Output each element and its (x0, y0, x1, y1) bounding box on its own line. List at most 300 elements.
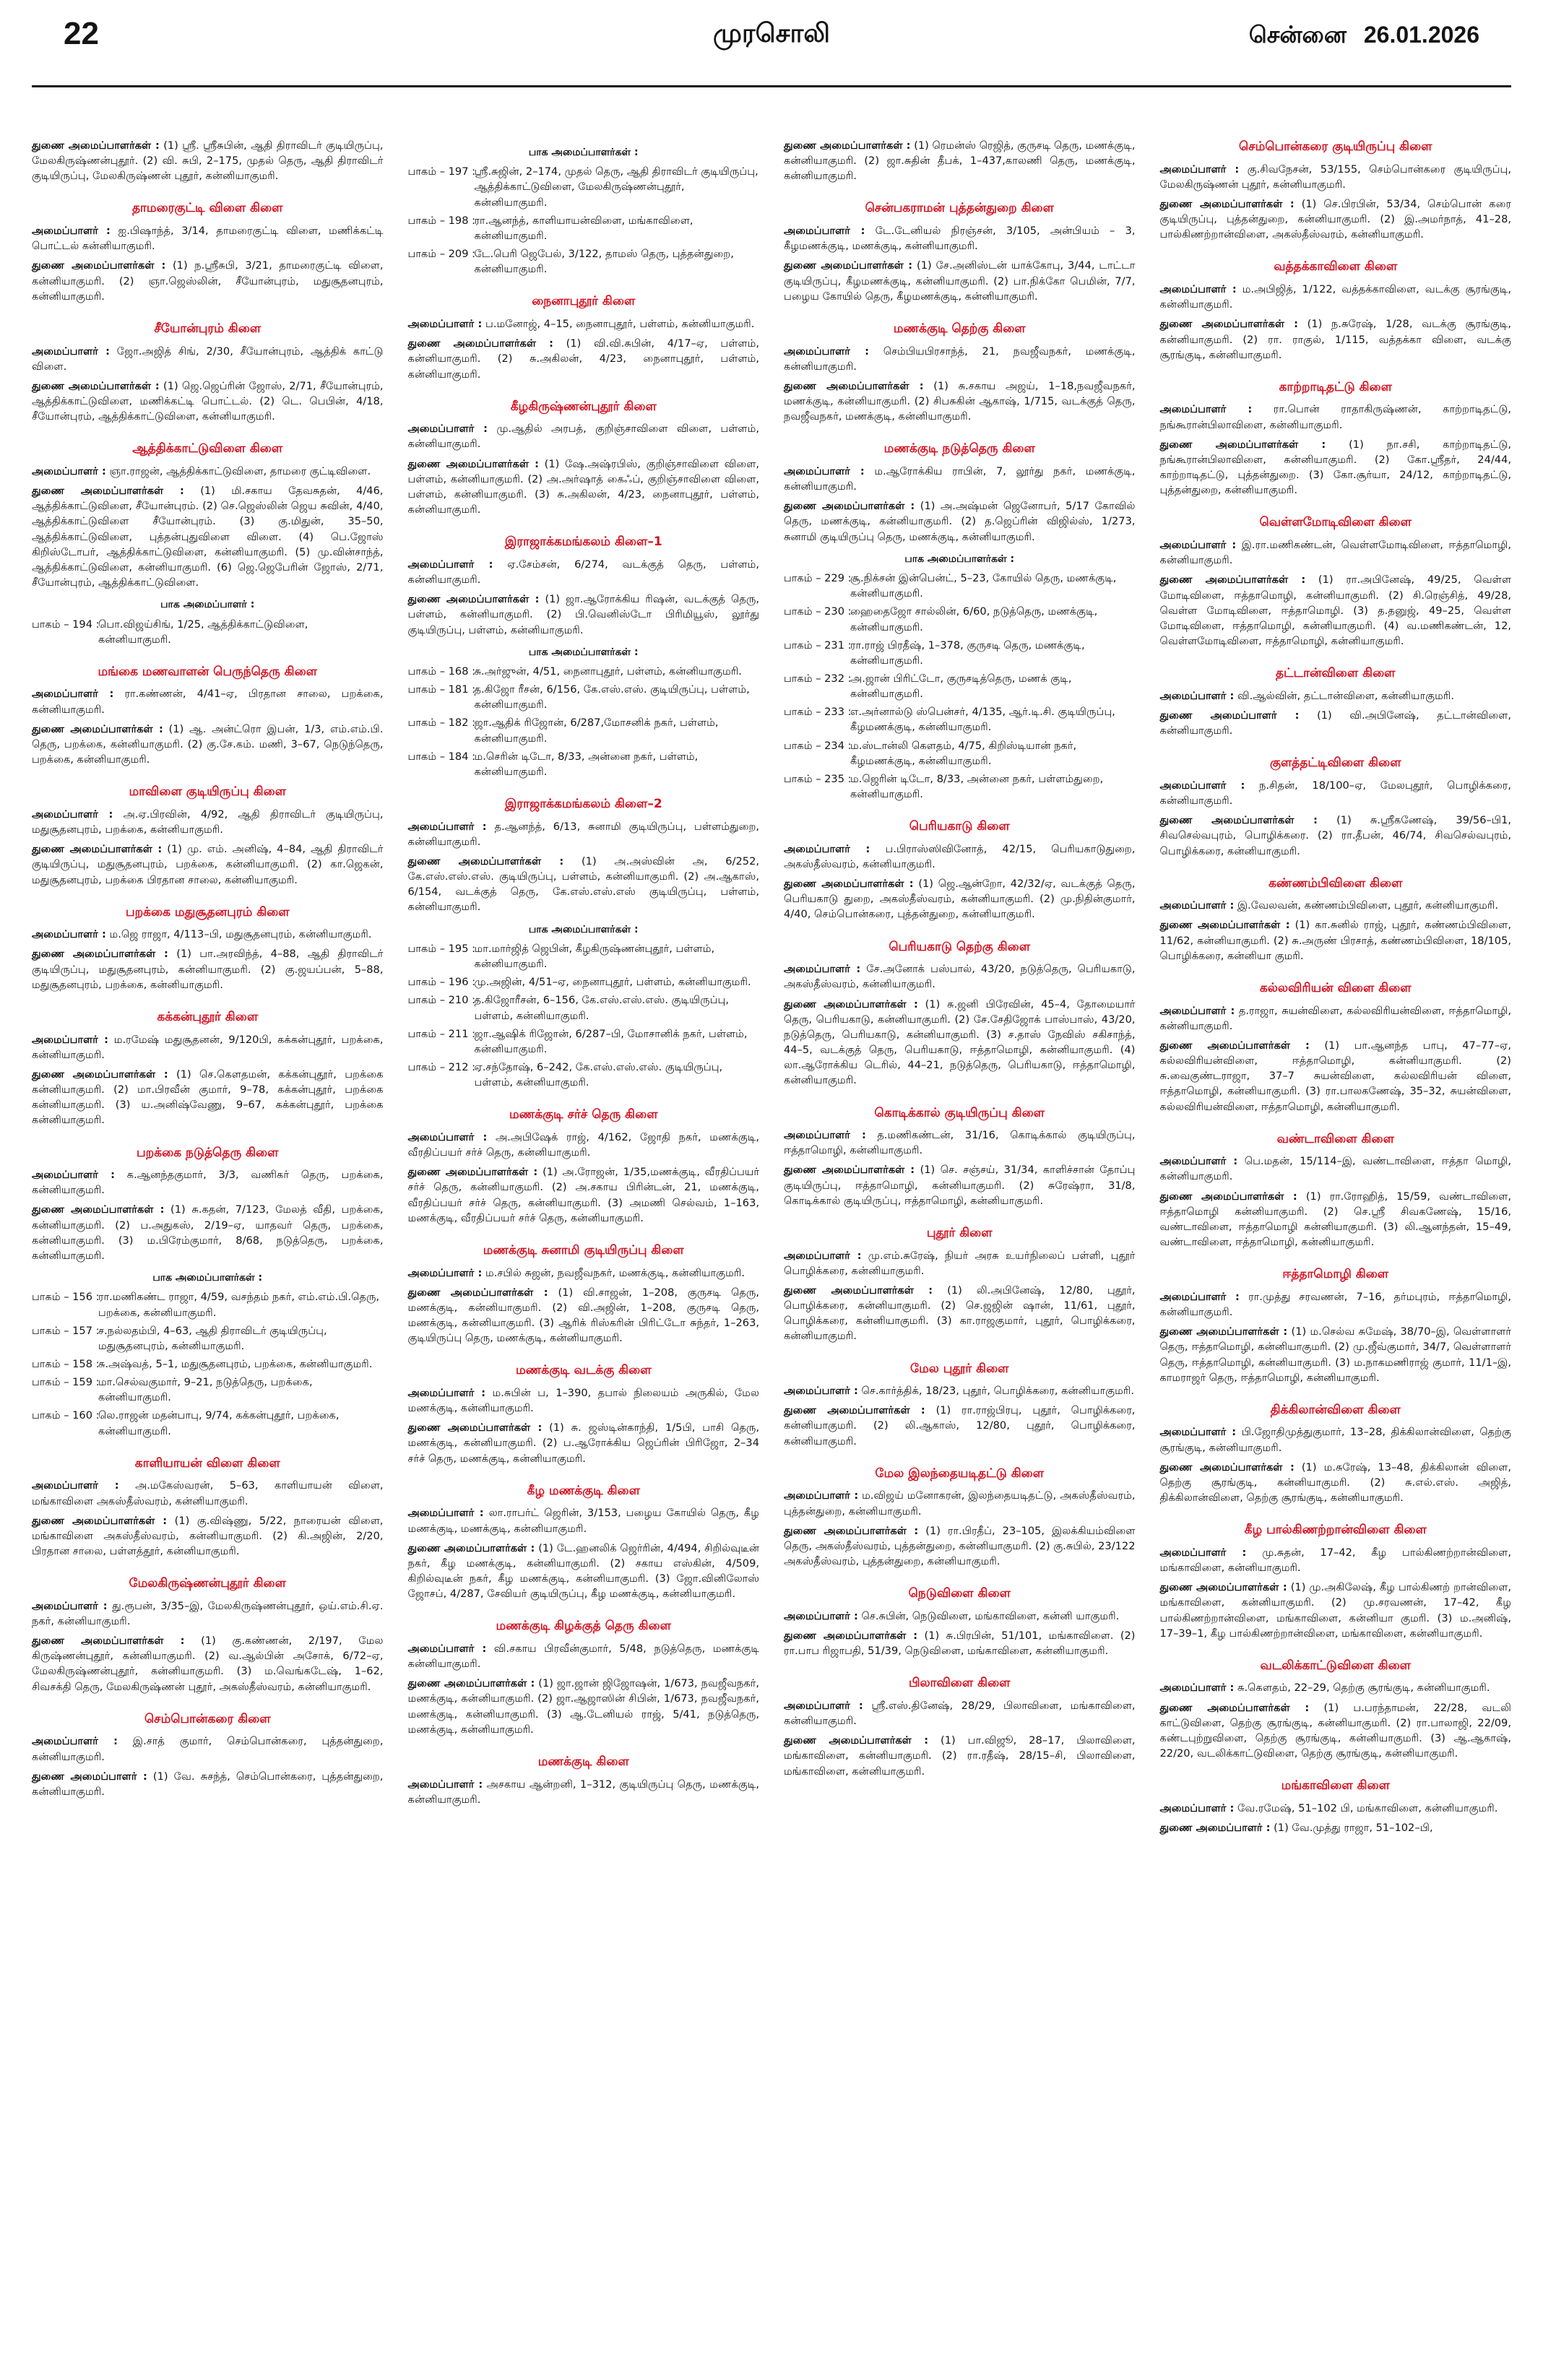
member-details: (1) கு.விஷ்ணு, 5/22, நாரையன் விளை, மங்காவிளை அகஸ்தீஸ்வரம், கன்னியாகுமரி. (2) கி.அஜின், 2/20, பிரதான சாலை, பள்ளத்தூர், கன்னியாகுமரி. (32, 1514, 384, 1558)
member-entry (784, 1733, 1136, 1778)
booth-organisers-heading: பாக அமைப்பாளர்கள் : (528, 646, 639, 658)
member-details: ஸ்ரீ.எஸ்.தினேஷ், 28/29, பிலாவிளை, மங்காவிளை, கன்னியாகுமரி. (784, 1699, 1136, 1728)
member-details: அ.ஏ.பிரவின், 4/92, ஆதி திராவிடர் குடியிருப்பு, மதுசூதனபுரம், பறக்கை, கன்னியாகுமரி. (32, 808, 384, 836)
booth-organiser-details: எ.அர்னால்டு ஸ்பென்சர், 4/135, ஆர்.டி.சி. குடியிருப்பு, கீழமணக்குடி, கன்னியாகுமரி. (850, 706, 1115, 734)
role-label: அமைப்பாளர் : (407, 1642, 487, 1655)
branch-title: புதூர் கிளை (926, 1225, 993, 1240)
booth-organiser-details: பொ.விஜய்சிங், 1/25, ஆத்திக்காட்டுவிளை, கன்னியாகுமரி. (98, 618, 308, 646)
branch-title: சீயோன்புரம் கிளை (154, 321, 262, 336)
member-entry (1160, 1545, 1512, 1575)
branch-section (32, 1575, 384, 1695)
member-details: (1) ரா.அபினேஷ், 49/25, வெள்ள மோடிவிளை, ஈத்தாமொழி, கன்னியாகுமரி. (2) சி.ரெஞ்சித், 49/28, வெள்ள மோடிவிளை, ஈத்தாமொழி. (3) த.தனுஜ், 49–25, வெள்ள மோடிவிளை, ஈத்தாமொழி, கன்னியாகுமரி. (4) வ.மணிகண்டன், 12, வெள்ளமோடிவிளை, ஈத்தாமொழி, கன்னியாகுமரி. (1159, 574, 1512, 647)
member-details: இ.சாத் குமார், செம்பொன்கரை, புத்தன்துறை, கன்னியாகுமரி. (32, 1735, 384, 1763)
role-label: அமைப்பாளர் : (32, 1479, 119, 1492)
branch-title: வத்தக்காவிளை கிளை (1274, 259, 1398, 274)
member-entry (784, 378, 1136, 424)
member-entry (32, 946, 384, 992)
member-entry (32, 1167, 384, 1198)
role-label: துணை அமைப்பாளர்கள் : (407, 1541, 535, 1554)
role-label: அமைப்பாளர் : (1159, 1155, 1238, 1168)
masthead (32, 0, 1511, 87)
booth-organiser-details: ம.ஸ்டான்லி கௌதம், 4/75, கிறிஸ்டியான் நகர், கீழமணக்குடி, கன்னியாகுமரி. (850, 739, 1077, 767)
booth-organisers-heading: பாக அமைப்பாளர்கள் : (904, 553, 1015, 565)
member-details: (1) அ.அஸ்வின் அ, 6/252, கே.எஸ்.எஸ்.எஸ். குடியிருப்பு, பள்ளம், கன்னியாகுமரி. (2) அ.ஆகாஸ், 6/154, வடக்குத் தெரு, கே.எஸ்.எஸ்.எஸ் குடியிருப்பு, பள்ளம், கன்னியாகுமரி. (407, 855, 759, 914)
role-label: அமைப்பாளர் : (407, 558, 493, 571)
member-entry (408, 1265, 760, 1281)
member-details: (1) சு.ஜனி பிரேவின், 45–4, தோமையார் தெரு, பெரியகாடு, கன்னியாகுமரி. (2) சே.சேதிஜோக் பாஸ்பாஸ், 43/20, நடுத்தெரு, பெரியகாடு, கன்னியாகுமரி. (3) ச.தாஸ் நேவிஸ் சகிசாந்த், 44–5, வடக்குத் தெரு, பெரியகாடு, ஈத்தாமொழி, கன்னியாகுமரி. (4) லா.ஆரோக்கிய டெரில், 44–21, நடுத்தெரு, பெரியகாடு, ஈத்தாமொழி, கன்னியாகுமரி. (784, 998, 1136, 1087)
booth-number: பாகம் – 184 : (407, 750, 476, 763)
booth-number: பாகம் – 159 : (32, 1376, 100, 1389)
member-details: ம.விஜய் மனோகரன், இலந்தையடிதட்டு, அகஸ்தீஸ்வரம், புத்தன்துறை, கன்னியாகுமரி. (784, 1489, 1136, 1518)
member-details: (1) சு.சகாய அஜய், 1–18,நவஜீவநகர், மணக்குடி, கன்னியாகுமரி. (2) சிபசுகின் ஆகாஷ், 1/715, வடக்குத் தெரு, நவஜீவநகர், மணக்குடி, கன்னியாகுமரி. (784, 379, 1136, 423)
member-entry (1160, 537, 1512, 568)
branch-title: வெள்ளமோடிவிளை கிளை (1259, 515, 1412, 530)
member-entry (408, 316, 760, 332)
member-details: ஞா.ராஜன், ஆத்திக்காட்டுவிளை, தாமரை குட்டிவிளை. (109, 464, 371, 477)
member-entry (408, 854, 760, 915)
role-label: துணை அமைப்பாளர்கள் : (407, 1286, 548, 1299)
booth-organiser-details: த.கிஜோ ரீசன், 6/156, கே.எஸ்.எஸ். குடியிருப்பு, பள்ளம், கன்னியாகுமரி. (474, 683, 750, 711)
branch-section (784, 1585, 1136, 1658)
member-details: மு.சுதன், 17–42, கீழ பால்கிணற்றான்விளை, மங்காவிளை, கன்னியாகுமரி. (1159, 1546, 1511, 1575)
member-entry (784, 223, 1136, 254)
branch-title: கீழகிருஷ்ணன்புதூர் கிளை (510, 399, 657, 414)
role-label: அமைப்பாளர் : (784, 842, 870, 855)
member-details: (1) ஸ்ரீ. ஸ்ரீசுபின், ஆதி திராவிடர் குடியிருப்பு, மேலகிருஷ்ணன்புதூர். (2) வி. சுபி, 2–175, முதல் தெரு, ஆதி திராவிடர் குடியிருப்பு, மேலகிருஷ்ணன் புதூர், கன்னியாகுமரி. (32, 139, 384, 183)
member-entry (408, 1420, 760, 1466)
booth-row (784, 771, 1136, 802)
booth-row (784, 738, 1136, 769)
booth-organiser-details: ஜா.ஆஷிக் ரிஜோன், 6/287–பி, மோசானிக் நகர், பள்ளம், கன்னியாகுமரி. (474, 1027, 748, 1055)
role-label: துணை அமைப்பாளர்கள் : (32, 1203, 165, 1216)
booth-organiser-details: மா.மார்ஜித் ஜெபின், கீழகிருஷ்ணன்புதூர், பள்ளம், கன்னியாகுமரி. (474, 942, 715, 971)
branch-title: பெரியகாடு தெற்கு கிளை (889, 939, 1031, 954)
branch-section (408, 1617, 760, 1737)
branch-title: மாவிளை குடியிருப்பு கிளை (129, 784, 287, 800)
booth-organiser-details: ம.ஜெரின் டிடோ, 8/33, அன்னை நகர், பள்ளம்துறை, கன்னியாகுமரி. (850, 772, 1104, 801)
booth-row (408, 213, 760, 243)
booth-number: பாகம் – 229 : (784, 572, 852, 585)
member-details: (1) அ.ரோஜன், 1/35,மணக்குடி, வீரதிப்பயர் சர்ச் தெரு, கன்னியாகுமரி. (2) அ.சகாய பிரின்டன், 21, மணக்குடி, வீரதிப்பயர் சர்ச் தெரு, கன்னியாகுமரி. (3) அமணி செல்வம், 1–163, மணக்குடி, வீரதிப்பயர் சர்ச் தெரு, கன்னியாகுமரி. (407, 1166, 760, 1224)
member-details: சே.அனோக் பஸ்பால், 43/20, நடுத்தெரு, பெரியகாடு, அகஸ்தீஸ்வரம், கன்னியாகுமரி. (784, 963, 1136, 991)
member-details: (1) சே.அனிஸ்டன் யாக்கோபு, 3/44, டாட்டா குடியிருப்பு, கீழமணக்குடி, கன்னியாகுமரி. (2) பா.நிக்கோ பெமின், 7/7, பழைய கோயில் தெரு, கீழமணக்குடி, கன்னியாகுமரி. (784, 259, 1136, 303)
branch-title: கண்ணம்பிவிளை கிளை (1268, 875, 1403, 891)
branch-section (408, 1242, 760, 1346)
member-details: (1) டே.ஹனலிக் ஜெர்ரின், 4/494, சிறில்வுடீன் நகர், கீழ மணக்குடி, கன்னியாகுமரி. (2) சகாய எஸ்கின், 4/509, கிறில்வுடீன் நகர், கீழ மணக்குடி, கன்னியாகுமரி. (3) ஜோ.வினிலோஸ் ஜோசப், 4/287, சேவியர் குடியிருப்பு, கீழ மணக்குடி, கன்னியாகுமரி. (407, 1541, 760, 1601)
member-details: செ.சுபின், நெடுவிளை, மங்காவிளை, கன்னி யாகுமரி. (861, 1609, 1120, 1622)
member-entry (408, 819, 760, 849)
member-entry (32, 927, 384, 942)
booth-row (784, 604, 1136, 634)
member-entry (1160, 1003, 1512, 1034)
role-label: அமைப்பாளர் : (32, 1033, 108, 1046)
member-details: (1) லி.அபினேஷ், 12/80, புதூர், பொழிக்கரை, கன்னியாகுமரி. (2) செ.ஜஜின் ஷான், 11/61, புதூர், பொழிக்கரை, கன்னியாகுமரி. (3) கா.ராஜகுமார், புதூர், பொழிக்கரை, கன்னியாகுமரி. (784, 1284, 1136, 1343)
role-label: அமைப்பாளர் : (1159, 1546, 1247, 1559)
member-entry (784, 344, 1136, 374)
role-label: துணை அமைப்பாளர்கள் : (407, 1421, 543, 1435)
role-label: துணை அமைப்பாளர்கள் : (1159, 197, 1295, 210)
booth-number: பாகம் – 196 : (407, 976, 476, 989)
branch-title: மணக்குடி கிளை (537, 1754, 629, 1769)
booth-row (784, 571, 1136, 601)
role-label: அமைப்பாளர் : (784, 963, 861, 976)
member-entry (1160, 1680, 1512, 1695)
branch-title: காளியாயன் விளை கிளை (134, 1455, 280, 1471)
role-label: அமைப்பாளர் : (1159, 689, 1235, 702)
member-details: கு.சிவநேசன், 53/155, செம்பொன்கரை குடியிருப்பு, மேலகிருஷ்ணன் புதூர், கன்னியாகுமரி. (1159, 163, 1512, 191)
branch-section (32, 663, 384, 767)
booth-row (32, 1356, 384, 1372)
role-label: துணை அமைப்பாளர்கள் : (1159, 814, 1318, 827)
member-details: டே.டேனியல் நிரஞ்சன், 3/105, அன்பியம் – 3, கீழமணக்குடி, மணக்குடி, கன்னியாகுமரி. (784, 225, 1136, 253)
member-entry (32, 344, 384, 374)
role-label: துணை அமைப்பாளர்கள் : (32, 259, 166, 272)
branch-section (32, 199, 384, 303)
role-label: அமைப்பாளர் : (32, 1169, 115, 1182)
branch-section (1160, 754, 1512, 858)
role-label: துணை அமைப்பாளர்கள் : (784, 878, 914, 891)
member-entry (1160, 1154, 1512, 1184)
booth-number: பாகம் – 198 : (407, 214, 476, 227)
role-label: துணை அமைப்பாளர்கள் : (1159, 1039, 1310, 1052)
role-label: துணை அமைப்பாளர்கள் : (32, 843, 163, 856)
role-label: துணை அமைப்பாளர் : (1159, 709, 1300, 722)
member-details: (1) மு. எம். அனிஷ், 4–84, ஆதி திராவிடர் குடியிருப்பு, மதுசூதனபுரம், பறக்கை, கன்னியாகுமரி. (2) கா.ஜெகன், மதுசூதனபுரம், பறக்கை பிரதான சாலை, கன்னியாகுமரி. (32, 843, 384, 886)
role-label: துணை அமைப்பாளர்கள் : (32, 1635, 185, 1648)
member-details: (1) மி.சகாய தேவசுதன், 4/46, ஆத்திக்காட்டுவிளை, சீயோன்புரம். (2) செ.ஜெஸ்லின் ஜெய சுவின், 4/40, ஆத்திக்காட்டுவிளை சீயோன்புரம். (3) கு.மிதுன், 35–50, ஆத்திக்காட்டுவிளை, புத்தன்புதுவிளை விளை. (4) பெ.ஜோஸ் கிறிஸ்டோபர், ஆத்திக்காட்டுவிளை, கன்னியாகுமரி. (5) மு.வின்சாந்த், ஆத்திக்காட்டுவிளை, கன்னியாகுமரி. (6) ஜெ.ஜெபேரின் ஜோஸ், 2/71, சீயோன்புரம், ஆத்திக்காட்டுவிளை. (32, 485, 384, 589)
member-entry (32, 1202, 384, 1263)
member-entry (784, 1523, 1136, 1569)
branch-title: திக்கிலான்விளை கிளை (1270, 1402, 1401, 1417)
booth-number: பாகம் – 230 : (784, 605, 852, 618)
member-entry (408, 1130, 760, 1160)
branch-title: செம்பொன்கரை கிளை (144, 1711, 271, 1726)
role-label: அமைப்பாளர் : (1159, 1426, 1237, 1439)
member-details: சு.கௌதம், 22–29, தெற்கு சூரங்குடி, கன்னியாகுமரி. (1237, 1682, 1490, 1695)
role-label: அமைப்பாளர் : (32, 225, 111, 238)
branch-section (1160, 1265, 1512, 1385)
branch-title: நைனாபுதூர் கிளை (532, 294, 636, 309)
branch-section (32, 1008, 384, 1128)
branch-section (1160, 1130, 1512, 1250)
member-details: (1) ஜெ.ஆன்றோ, 42/32/ஏ, வடக்குத் தெரு, பெரியகாடு துறை, அகஸ்தீஸ்வரம், கன்னியாகுமரி. (2) மு.நிதின்குமார், 4/40, செம்பொன்கரை, புத்தன்துறை, கன்னியாகுமரி. (784, 878, 1136, 921)
role-label: அமைப்பாளர் : (407, 1386, 486, 1399)
booth-organiser-details: ஸ்ரீ.சுஜின், 2–174, முதல் தெரு, ஆதி திராவிடர் குடியிருப்பு, ஆத்திக்காட்டுவிளை, மேலகிருஷ்ணன்புதூர், கன்னியாகுமரி. (474, 165, 758, 209)
branch-section (408, 1106, 760, 1226)
newspaper-name: முரசொலி (713, 19, 830, 48)
member-details: (1) சு.கதன், 7/123, மேலத் வீதி, பறக்கை, கன்னியாகுமரி. (2) ப.அதுகஸ், 2/19–ஏ, யாதவர் தெரு, பறக்கை, கன்னியாகுமரி. (3) ம.பிரேம்குமார், 8/68, நடுத்தெரு, பறக்கை, கன்னியாகுமரி. (32, 1203, 384, 1262)
booth-organisers-heading: பாக அமைப்பாளர்கள் : (152, 1272, 263, 1284)
branch-title: காற்றாடிதட்டு கிளை (1279, 379, 1392, 394)
branch-section (1160, 514, 1512, 649)
branch-section (784, 138, 1136, 183)
member-details: (1) ரா.பிரதீப், 23–105, இலக்கியம்விளை தெரு, அகஸ்தீஸ்வரம், புத்தன்துறை, கன்னியாகுமரி. (2) கு.சுபில், 23/122 அகஸ்தீஸ்வரம், புத்தன்துறை, கன்னியாகுமரி. (784, 1524, 1136, 1568)
booth-number: பாகம் – 194 : (32, 618, 100, 631)
role-label: துணை அமைப்பாளர்கள் : (1159, 318, 1298, 331)
branch-section (784, 1465, 1136, 1569)
branch-section (1160, 979, 1512, 1115)
member-details: (1) பா.விஜூ, 28–17, பிலாவிளை, மங்காவிளை, கன்னியாகுமரி. (2) ரா.ரதீஷ், 28/15–சி, பிலாவிளை, மங்காவிளை, கன்னியாகுமரி. (784, 1734, 1136, 1778)
member-entry (32, 686, 384, 717)
member-details: (1) கா.சுனில் ராஜ், புதூர், கண்ணம்பிவிளை, 11/62, கன்னியாகுமரி. (2) சு.அருண் பிரசாத், கண்ணம்பிவிளை, 18/105, பொழிக்கரை, கன்னியா குமரி. (1159, 919, 1511, 962)
member-entry (32, 1067, 384, 1128)
edition-date: 26.01.2026 (1363, 22, 1479, 48)
member-entry (408, 1385, 760, 1416)
booth-number: பாகம் – 232 : (784, 672, 852, 685)
branch-section (1160, 665, 1512, 738)
role-label: அமைப்பாளர் : (784, 345, 869, 358)
member-entry (32, 722, 384, 767)
branch-title: குளத்தட்டிவிளை கிளை (1269, 756, 1401, 771)
role-label: துணை அமைப்பாளர்கள் : (1159, 1581, 1287, 1594)
branch-section (408, 398, 760, 518)
member-entry (408, 456, 760, 518)
member-entry (784, 1248, 1136, 1278)
booth-row (408, 974, 760, 990)
member-entry (1160, 1700, 1512, 1762)
member-entry (1160, 688, 1512, 704)
member-details: ரா.கண்ணன், 4/41–ஏ, பிரதான சாலை, பறக்கை, கன்னியாகுமரி. (32, 688, 384, 716)
role-label: துணை அமைப்பாளர்கள் : (784, 139, 911, 152)
member-details: (1) ந.ஸ்ரீசுபி, 3/21, தாமரைகுட்டி விளை, கன்னியாகுமரி. (2) ஞா.ஜெஸ்லின், சீயோன்புரம், மதுசூதனபுரம், கன்னியாகுமரி. (32, 259, 384, 303)
member-details: வே.ரமேஷ், 51–102 பி, மங்காவிளை, கன்னியாகுமரி. (1237, 1801, 1498, 1814)
branch-title: இராஜாக்கமங்கலம் கிளை–1 (504, 535, 662, 550)
role-label: துணை அமைப்பாளர்கள் : (1159, 438, 1326, 451)
booth-number: பாகம் – 231 : (784, 639, 852, 652)
booth-number: பாகம் – 168 : (407, 665, 476, 678)
member-details: ஜோ.அஜித் சிங், 2/30, சீயோன்புரம், ஆத்திக் காட்டு விளை. (32, 345, 384, 373)
role-label: துணை அமைப்பாளர்கள் : (784, 379, 924, 392)
page-number: 22 (64, 16, 99, 51)
role-label: அமைப்பாளர் : (1159, 539, 1237, 552)
role-label: அமைப்பாளர் : (32, 1735, 118, 1748)
branch-section (1160, 1777, 1512, 1835)
member-entry (784, 1609, 1136, 1624)
booth-organiser-details: ஜா.ஆதிக் ரிஜோன், 6/287,மோசனிக் நகர், பள்ளம், கன்னியாகுமரி. (474, 717, 719, 745)
role-label: அமைப்பாளர் : (784, 1609, 858, 1622)
branch-section (1160, 258, 1512, 362)
member-entry (408, 1285, 760, 1346)
branch-title: செம்பொன்கரை குடியிருப்பு கிளை (1238, 139, 1432, 154)
member-entry (32, 1769, 384, 1799)
role-label: அமைப்பாளர் : (1159, 899, 1235, 912)
booth-organiser-details: அ.ஜான் பிரிட்டோ, குருசடித்தெரு, மணக் குடி, கன்னியாகுமரி. (850, 672, 1072, 701)
role-label: அமைப்பாளர் : (407, 1778, 483, 1791)
member-details: ம.ஜெ ராஜா, 4/113–பி, மதுசூதனபுரம், கன்னியாகுமரி. (109, 928, 372, 941)
member-entry (1160, 196, 1512, 242)
branch-title: பிலாவிளை கிளை (908, 1676, 1011, 1691)
booth-number: பாகம் – 210 : (407, 994, 476, 1007)
branch-title: மணக்குடி கிழக்குத் தெரு கிளை (496, 1619, 671, 1634)
member-details: (1) ம.செல்வ சுமேஷ், 38/70–இ, வெள்ளாளர் தெரு, ஈத்தாமொழி, கன்னியாகுமரி. (2) மு.ஜீவ்குமார், 34/7, வெள்ளாளர் தெரு, ஈத்தாமொழி, கன்னியாகுமரி. (3) ம.நாகமணிராஜ் குமார், 11/1–இ, காமராஜர் தெரு, ஈத்தாமொழி, கன்னியாகுமரி. (1159, 1325, 1512, 1384)
role-label: துணை அமைப்பாளர்கள் : (1159, 1701, 1310, 1714)
branch-section (408, 795, 760, 1090)
member-entry (1160, 1189, 1512, 1250)
booth-number: பாகம் – 157 : (32, 1324, 100, 1337)
member-details: பெ.மதன், 15/114–இ, வண்டாவிளை, ஈத்தா மொழி, கன்னியாகுமரி. (1159, 1155, 1511, 1183)
member-details: த.ராஜா, சுயன்விளை, கல்லவிரியன்விளை, ஈத்தாமொழி, கன்னியாகுமரி. (1159, 1004, 1512, 1032)
role-label: துணை அமைப்பாளர்கள் : (1159, 1325, 1288, 1338)
booth-organiser-details: ரா.ராஜ் பிரதீஷ், 1–378, குருசடி தெரு, மணக்குடி, கன்னியாகுமரி. (850, 639, 1085, 667)
booth-row (408, 1060, 760, 1090)
member-entry (784, 138, 1136, 183)
booth-row (32, 617, 384, 647)
member-entry (408, 336, 760, 381)
role-label: துணை அமைப்பாளர்கள் : (784, 259, 913, 272)
member-entry (784, 464, 1136, 494)
branch-title: இராஜாக்கமங்கலம் கிளை–2 (504, 797, 662, 812)
column-2 (408, 138, 760, 1851)
member-entry (784, 841, 1136, 872)
branch-section (408, 293, 760, 381)
branch-title: சென்பகராமன் புத்தன்துறை கிளை (865, 201, 1054, 216)
role-label: துணை அமைப்பாளர்கள் : (784, 1404, 925, 1417)
branch-section (784, 1360, 1136, 1449)
member-entry (1160, 316, 1512, 362)
booth-organiser-details: ஹைதைஜோ சால்லின், 6/60, நடுத்தெரு, மணக்குடி, கன்னியாகுமரி. (850, 605, 1098, 633)
member-entry (784, 997, 1136, 1089)
role-label: அமைப்பாளர் : (407, 423, 488, 436)
member-entry (1160, 1289, 1512, 1320)
column-1 (32, 138, 384, 1851)
member-details: ம.ஆரோக்கிய ராபின், 7, லூர்து நகர், மணக்குடி, கன்னியாகுமரி. (784, 464, 1136, 493)
role-label: துணை அமைப்பாளர்கள் : (32, 139, 160, 152)
member-details: (1) பா.அரவிந்த், 4–88, ஆதி திராவிடர் குடியிருப்பு, மதுசூதனபுரம், கன்னியாகுமரி. (2) கு.ஜயப்பன், 5–88, மதுசூதனபுரம், பறக்கை, கன்னியாகுமரி. (32, 948, 384, 991)
role-label: துணை அமைப்பாளர்கள் : (32, 948, 168, 961)
branch-title: கல்லவிரியன் விளை கிளை (1259, 980, 1412, 995)
member-details: (1) ரெமன்ஸ் ரெஜித், குருசடி தெரு, மணக்குடி, கன்னியாகுமரி. (2) ஜா.சுதின் தீபக், 1–437,காலணி தெரு, மணக்குடி, கன்னியாகுமரி. (784, 139, 1136, 183)
booth-row (32, 1289, 384, 1320)
member-details: (1) ரா.ரோஹித், 15/59, வண்டாவிளை, ஈத்தாமொழி கன்னியாகுமரி. (2) செ.ஸ்ரீ சிவகணேஷ், 15/16, வண்டாவிளை, ஈத்தாமொழி கன்னியாகுமரி. (3) லி.ஆனந்தன், 15–49, வண்டாவிளை, ஈத்தாமொழி, கன்னியாகுமரி. (1159, 1190, 1512, 1249)
member-details: ப.பிராஸ்ஸிவினோத், 42/15, பெரியகாடுதுறை, அகஸ்தீஸ்வரம், கன்னியாகுமரி. (784, 842, 1136, 871)
member-details: இ.வேலவன், கண்ணம்பிவிளை, புதூர், கன்னியாகுமரி. (1237, 899, 1499, 912)
branch-title: மேல புதூர் கிளை (910, 1361, 1009, 1376)
role-label: துணை அமைப்பாளர்கள் : (407, 855, 564, 867)
member-entry (32, 378, 384, 424)
member-entry (408, 1164, 760, 1226)
branch-section (32, 1144, 384, 1439)
role-label: துணை அமைப்பாளர்கள் : (784, 1630, 918, 1643)
member-entry (1160, 1460, 1512, 1505)
member-entry (32, 1734, 384, 1764)
branch-title: கொடிக்கால் குடியிருப்பு கிளை (874, 1105, 1045, 1120)
member-details: செ.கார்த்திக், 18/23, புதூர், பொழிக்கரை, கன்னியாகுமரி. (861, 1385, 1135, 1398)
booth-organisers-heading: பாக அமைப்பாளர் : (160, 599, 255, 611)
member-details: (1) ந.சுரேஷ், 1/28, வடக்கு சூரங்குடி, கன்னியாகுமரி. (2) ரா. ராகுல், 1/115, வத்தக்கா விளை, வடக்கு சூரங்குடி, கன்னியாகுமரி. (1159, 318, 1512, 361)
role-label: அமைப்பாளர் : (407, 318, 483, 331)
role-label: துணை அமைப்பாளர்கள் : (1159, 919, 1290, 932)
member-entry (32, 807, 384, 837)
branch-section (32, 1710, 384, 1799)
role-label: துணை அமைப்பாளர்கள் : (407, 457, 539, 470)
member-entry (784, 1162, 1136, 1208)
branch-section (408, 533, 760, 779)
branch-section (784, 1104, 1136, 1208)
member-entry (408, 1777, 760, 1807)
booth-row (784, 704, 1136, 735)
member-details: வி.சகாய பிரவீன்குமார், 5/48, நடுத்தெரு, மணக்குடி கன்னியாகுமரி. (407, 1642, 759, 1671)
member-entry (1160, 1424, 1512, 1455)
branch-section (32, 1455, 384, 1559)
member-details: (1) கு.கண்ணன், 2/197, மேல கிருஷ்ணன்புதூர், கன்னியாகுமரி. (2) வ.ஆல்பின் அசோக், 6/72–ஏ, மேலகிருஷ்ணன்புதூர், கன்னியாகுமரி. (3) ம.வெங்கடேஷ், 1–62, சிவசக்தி தெரு, மேலகிருஷ்ணன் புதூர், அகஸ்தீஸ்வரம், கன்னியாகுமரி. (32, 1635, 384, 1693)
branch-title: கீழ பால்கிணற்றான்விளை கிளை (1244, 1523, 1427, 1538)
member-entry (408, 1541, 760, 1602)
member-details: (1) ஷே.அஷ்ரபிஸ், குறிஞ்சாவிளை விளை, பள்ளம், கன்னியாகுமரி. (2) அ.அர்ஷாத் கைஃப், குறிஞ்சாவிளை விளை, பள்ளம், கன்னியாகுமரி. (3) சு.அகிலன், 4/23, நைனாபுதூர், பள்ளம், கன்னியாகுமரி. (407, 457, 760, 516)
role-label: அமைப்பாளர் : (407, 1130, 488, 1143)
role-label: அமைப்பாளர் : (784, 1385, 858, 1398)
booth-row (408, 164, 760, 209)
member-details: ரா.பொன் ராதாகிருஷ்ணன், காற்றாடிதட்டு, நங்கூரான்பிலாவிளை, கன்னியாகுமரி. (1159, 403, 1511, 431)
branch-section (32, 320, 384, 424)
branch-title: மேலகிருஷ்ணன்புதூர் கிளை (129, 1576, 286, 1591)
member-entry (784, 1283, 1136, 1344)
member-entry (1160, 813, 1512, 858)
branch-section (1160, 1657, 1512, 1761)
booth-row (408, 992, 760, 1023)
branch-title: பறக்கை நடுத்தெரு கிளை (137, 1145, 279, 1160)
branch-title: கீழ மணக்குடி கிளை (527, 1483, 640, 1498)
member-details: (1) சு.ஸ்ரீகணேஷ், 39/56–பி1, சிவசெல்வபுரம், பொழிக்கரை. (2) ரா.தீபன், 46/74, சிவசெல்வபுரம், பொழிக்கரை, கன்னியாகுமரி. (1159, 814, 1512, 857)
branch-title: நெடுவிளை கிளை (908, 1586, 1011, 1601)
role-label: துணை அமைப்பாளர்கள் : (1159, 574, 1306, 587)
member-entry (784, 876, 1136, 922)
member-details: ஐ.பிஷாந்த், 3/14, தாமரைகுட்டி விளை, மணிக்கட்டி பொட்டல் கன்னியாகுமரி. (32, 225, 384, 253)
member-details: (1) அ.அஷ்மன் ஜெனோபர், 5/17 கோவில் தெரு, மணக்குடி, கன்னியாகுமரி. (2) த.ஜெப்ரின் விஜில்ஸ், 1/273, சுனாமி குடியிருப்பு தெரு, மணக்குடி, கன்னியாகுமரி. (784, 500, 1136, 543)
booth-number: பாகம் – 211 : (407, 1027, 476, 1040)
booth-organiser-details: லெ.ராஜன் மதன்பாபு, 9/74, கக்கன்புதூர், பறக்கை, கன்னியாகுமரி. (98, 1409, 340, 1437)
branch-section (784, 938, 1136, 1089)
branch-section (32, 440, 384, 647)
role-label: அமைப்பாளர் : (407, 1266, 483, 1279)
role-label: துணை அமைப்பாளர்கள் : (407, 1677, 535, 1690)
role-label: அமைப்பாளர் : (1159, 1290, 1240, 1303)
branch-section (1160, 378, 1512, 498)
role-label: துணை அமைப்பாளர்கள் : (784, 1164, 915, 1177)
booth-number: பாகம் – 181 : (407, 683, 476, 696)
branch-title: மணக்குடி வடக்கு கிளை (515, 1363, 652, 1378)
member-details: (1) ப.பரந்தாமன், 22/28, வடலி காட்டுவிளை, தெற்கு சூரங்குடி, கன்னியாகுமரி. (2) ரா.பாலாஜி, 22/09, கண்டபுற்றுவிளை, தெற்கு சூரங்குடி, கன்னியாகுமரி. (3) ஆ.ஆகாஷ், 22/20, வடலிக்காட்டுவிளை, தெற்கு சூரங்குடி, கன்னியாகுமரி. (1159, 1701, 1511, 1760)
booth-organiser-details: ஏ.சந்தோஷ், 6–242, கே.எஸ்.எஸ்.எஸ். குடியிருப்பு, பள்ளம், கன்னியாகுமரி. (474, 1061, 723, 1089)
role-label: துணை அமைப்பாளர் : (1159, 1822, 1271, 1835)
role-label: துணை அமைப்பாளர் : (32, 1770, 147, 1783)
member-entry (1160, 402, 1512, 432)
role-label: துணை அமைப்பாளர்கள் : (784, 500, 915, 513)
member-details: (1) வி.வி.சுபின், 4/17–ஏ, பள்ளம், கன்னியாகுமரி. (2) சு.அகிலன், 4/23, நைனாபுதூர், பள்ளம், கன்னியாகுமரி. (407, 337, 759, 381)
role-label: துணை அமைப்பாளர்கள் : (1159, 1190, 1297, 1203)
booth-number: பாகம் – 212 : (407, 1061, 476, 1074)
branch-section (408, 1362, 760, 1466)
role-label: துணை அமைப்பாளர்கள் : (784, 998, 918, 1011)
member-entry (32, 138, 384, 183)
booth-organiser-details: சு.அர்ஜுன், 4/51, நைனாபுதூர், பள்ளம், கன்னியாகுமரி. (474, 665, 742, 678)
member-details: (1) செ.கௌதமன், கக்கன்புதூர், பறக்கை கன்னியாகுமரி. (2) மா.பிரவீன் குமார், 9–78, கக்கன்புதூர், பறக்கை கன்னியாகுமரி. (3) ய.அனிஷ்வேணு, 9–67, கக்கன்புதூர், பறக்கை கன்னியாகுமரி. (32, 1068, 384, 1127)
member-entry (784, 1383, 1136, 1398)
member-entry (784, 1488, 1136, 1518)
role-label: துணை அமைப்பாளர்கள் : (32, 485, 184, 498)
booth-organisers-heading: பாக அமைப்பாளர்கள் : (528, 147, 639, 158)
role-label: துணை அமைப்பாளர்கள் : (32, 722, 163, 735)
booth-row (408, 246, 760, 277)
role-label: துணை அமைப்பாளர்கள் : (32, 379, 160, 392)
member-entry (784, 1628, 1136, 1658)
branch-title: வண்டாவிளை கிளை (1276, 1131, 1394, 1146)
booth-row (408, 715, 760, 745)
booth-row (408, 941, 760, 972)
branch-title: பறக்கை மதுசூதனபுரம் கிளை (125, 904, 290, 919)
booth-number: பாகம் – 160 : (32, 1409, 100, 1422)
booth-row (408, 664, 760, 679)
member-entry (1160, 917, 1512, 963)
